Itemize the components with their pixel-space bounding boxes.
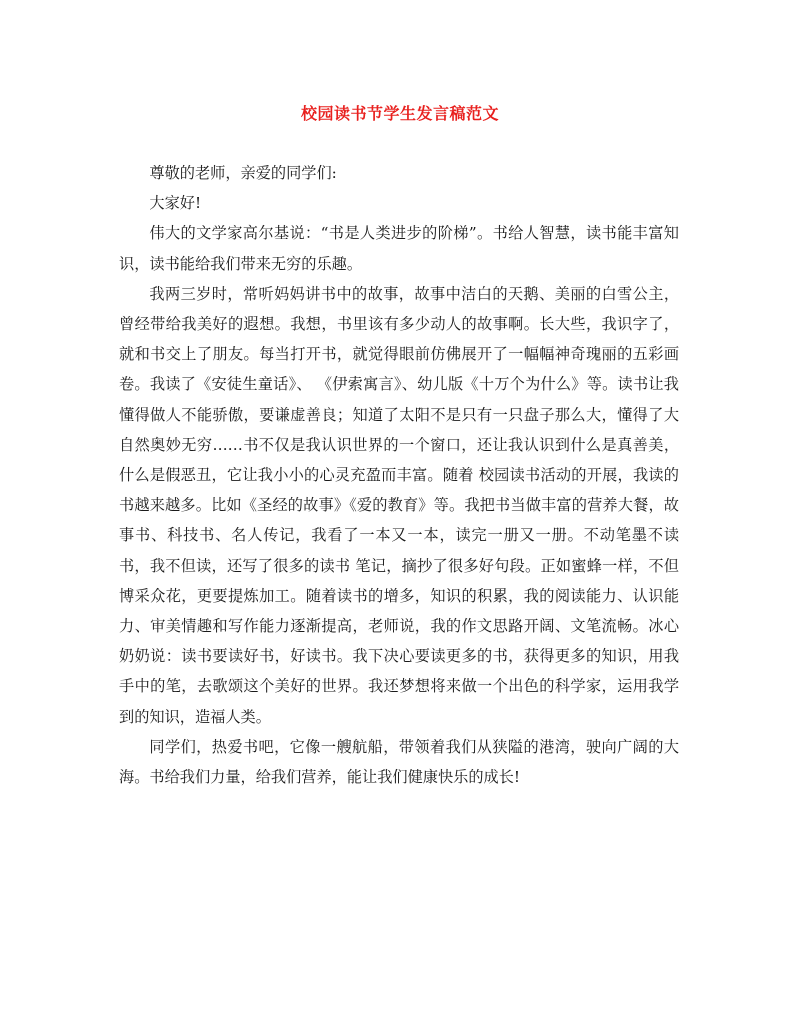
closing-paragraph: 同学们，热爱书吧，它像一艘航船，带领着我们从狭隘的港湾，驶向广阔的大海。书给我们力量，给我们营养，能让我们健康快乐的成长! <box>119 737 679 787</box>
document-title: 校园读书节学生发言稿范文 <box>300 104 499 123</box>
salutation-paragraph: 尊敬的老师，亲爱的同学们: <box>149 164 337 182</box>
document-body <box>119 158 679 792</box>
quote-paragraph: 伟大的文学家高尔基说：“书是人类进步的阶梯”。书给人智慧，读书能丰富知识，读书能给我们带来无穷的乐趣。 <box>119 224 679 273</box>
greeting-paragraph: 大家好! <box>149 194 202 213</box>
story-paragraph: 我两三岁时，常听妈妈讲书中的故事，故事中洁白的天鹅、美丽的白雪公主，曾经带给我美好的遐想。我想，书里该有多少动人的故事啊。长大些，我识字了，就和书交上了朋友。每当打开书，就觉得眼前仿佛展开了一幅幅神奇瑰丽的五彩画卷。我读了《安徒生童话》、 《伊索寓言》、幼儿版《十万个为什么》等。读书让我懂得做人不能骄傲，要谦虚善良；知道了太阳不是只有一只盘子那么大，懂得了大自然奥妙无穷……书不仅是我认识世界的一个窗口，还让我认识到什么是真善美，什么是假恶丑，它让我小小的心灵充盈而丰富。随着 校园读书活动的开展，我读的书越来越多。比如《圣经的故事》《爱的教育》等。我把书当做丰富的营养大餐，故事书、科技书、名人传记，我看了一本又一本，读完一册又一册。不动笔墨不读书，我不但读，还写了很多的读书 笔记，摘抄了很多好句段。正如蜜蜂一样，不但博采众花，更要提炼加工。随着读书的增多，知识的积累，我的阅读能力、认识能力、审美情趣和写作能力逐渐提高，老师说，我的作文思路开阔、文笔流畅。冰心奶奶说：读书要读好书，好读书。我下决心要读更多的书，获得更多的知识，用我手中的笔，去歌颂这个美好的世界。我还梦想将来做一个出色的科学家，运用我学到的知识，造福人类。 <box>119 284 679 726</box>
